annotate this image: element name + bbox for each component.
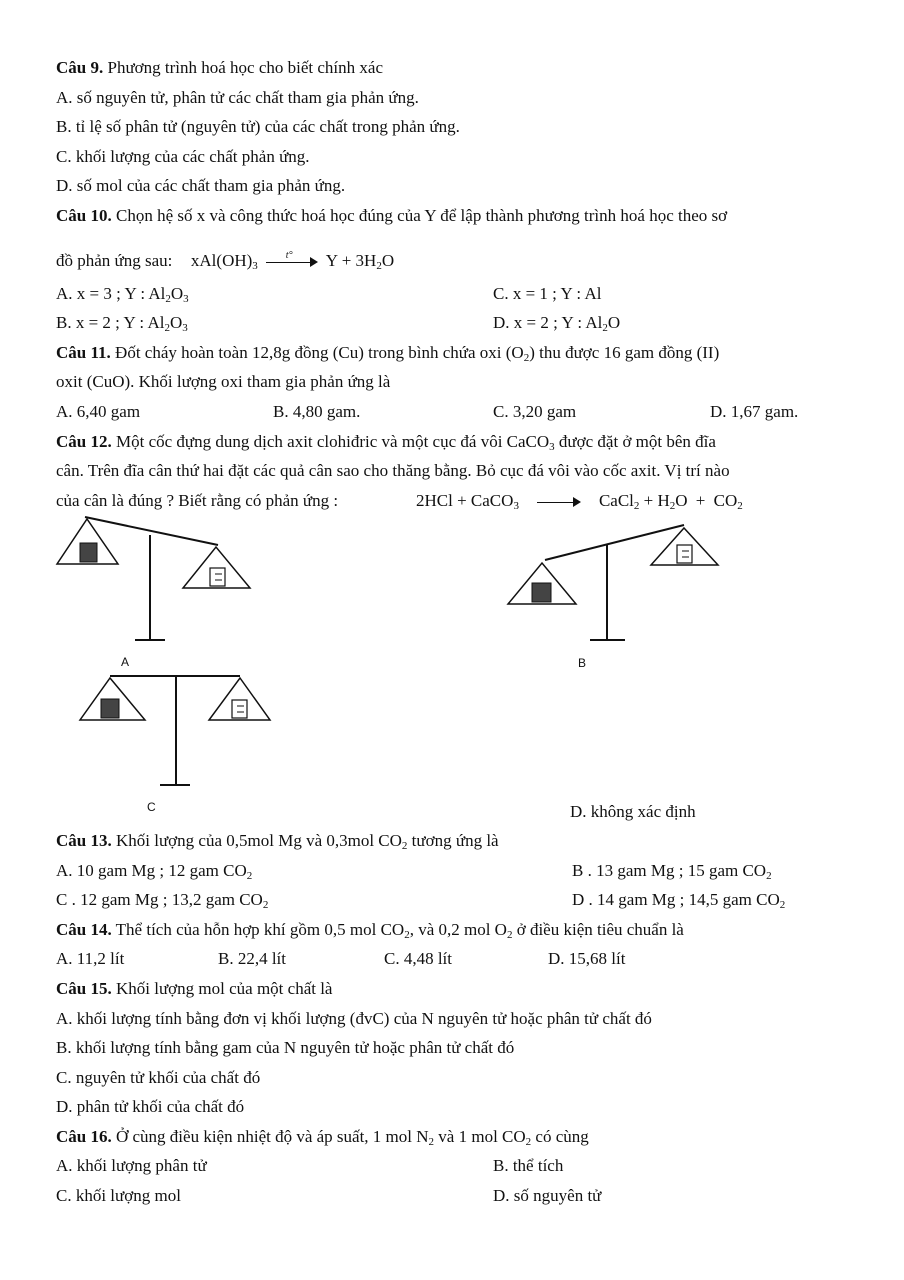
q13-d-sub: 2	[779, 899, 786, 911]
balance-a-label: A	[121, 655, 130, 669]
q14-option-d: D. 15,68 lít	[548, 949, 626, 968]
q10-text2: đồ phản ứng sau:	[56, 251, 173, 270]
q10-text: Chọn hệ số x và công thức hoá học đúng của Y để lập thành phương trình hoá học theo sơ	[111, 206, 728, 225]
q14-option-c: C. 4,48 lít	[384, 949, 453, 968]
q12-option-d: D. không xác định	[570, 802, 696, 821]
q15-option-a: A. khối lượng tính bằng đơn vị khối lượng (đvC) của N nguyên tử hoặc phân tử chất đó	[56, 1009, 652, 1028]
q14-text-b: , và 0,2 mol O	[409, 920, 507, 939]
q13-c-text: C . 12 gam Mg ; 13,2 gam CO	[56, 890, 263, 909]
q12-eq-left-sub: 3	[513, 500, 519, 512]
q15-option-b: B. khối lượng tính bằng gam của N nguyên tử hoặc phân tử chất đó	[56, 1038, 515, 1057]
q12-stem-line3: của cân là đúng ? Biết rằng có phản ứng :	[56, 491, 339, 510]
q13-text-sub: 2	[401, 840, 408, 852]
q14-text-a: Thể tích của hỗn hợp khí gồm 0,5 mol CO	[111, 920, 405, 939]
q12-text-b: được đặt ở một bên đĩa	[554, 432, 716, 451]
q14-number: Câu 14.	[56, 920, 112, 939]
q12-eq-r2: + H	[639, 491, 670, 510]
q16-text-sub1: 2	[428, 1136, 435, 1148]
q15-option-c: C. nguyên tử khối của chất đó	[56, 1068, 261, 1087]
q12-text-sub: 3	[549, 441, 555, 453]
q10-b-sub1: 2	[164, 322, 170, 334]
q13-text-b: tương ứng là	[407, 831, 499, 850]
q10-d-sub1: 2	[602, 322, 608, 334]
q12-text-a: Một cốc đựng dung dịch axit clohiđric và một cục đá vôi CaCO	[111, 432, 550, 451]
q10-d-mid: O	[607, 313, 621, 332]
q11-option-d: D. 1,67 gam.	[710, 402, 799, 421]
q15-number: Câu 15.	[56, 979, 112, 998]
q14-stem	[56, 919, 684, 941]
q11-text-sub: 2	[523, 352, 530, 364]
q10-d-text: D. x = 2 ; Y : Al	[493, 313, 603, 332]
q10-eq-condition: t°	[285, 250, 293, 262]
q16-option-c: C. khối lượng mol	[56, 1186, 181, 1205]
q10-b-text: B. x = 2 ; Y : Al	[56, 313, 165, 332]
q11-option-a: A. 6,40 gam	[56, 402, 141, 421]
q13-a-sub: 2	[246, 870, 253, 882]
balance-c-label: C	[147, 800, 156, 814]
q13-b-sub: 2	[766, 870, 772, 882]
q10-a-text: A. x = 3 ; Y : Al	[56, 284, 166, 303]
q14-text-c: ở điều kiện tiêu chuẩn là	[512, 920, 684, 939]
q12-eq-r3: O + CO	[675, 491, 738, 510]
q10-b-mid: O	[169, 313, 183, 332]
q13-stem	[56, 830, 499, 852]
q13-c-sub: 2	[262, 899, 269, 911]
q14-option-a: A. 11,2 lít	[56, 949, 125, 968]
q10-eq-right: Y + 3H	[325, 251, 377, 270]
q11-text-b: ) thu được 16 gam đồng (II)	[529, 343, 720, 362]
q9-option-b: B. tỉ lệ số phân tử (nguyên tử) của các chất trong phản ứng.	[56, 117, 460, 136]
q14-text-sub1: 2	[404, 929, 410, 941]
q10-number: Câu 10.	[56, 206, 112, 225]
q16-text-c: có cùng	[531, 1127, 589, 1146]
balance-b-icon	[508, 525, 718, 640]
q9-option-c: C. khối lượng của các chất phản ứng.	[56, 147, 310, 166]
q10-a-sub1: 2	[165, 293, 171, 305]
q13-text-a: Khối lượng của 0,5mol Mg và 0,3mol CO	[111, 831, 402, 850]
balance-c-icon	[80, 676, 270, 785]
q15-stem	[56, 978, 332, 1000]
q10-eq-right-sub: 2	[376, 260, 382, 272]
q11-text-a: Đốt cháy hoàn toàn 12,8g đồng (Cu) trong bình chứa oxi (O	[110, 343, 524, 362]
q15-text: Khối lượng mol của một chất là	[111, 979, 333, 998]
q10-eq-left-sub: 3	[252, 260, 258, 272]
q16-option-a: A. khối lượng phân tử	[56, 1156, 207, 1175]
q14-option-b: B. 22,4 lít	[218, 949, 287, 968]
q11-number: Câu 11.	[56, 343, 111, 362]
q16-text-a: Ở cùng điều kiện nhiệt độ và áp suất, 1 mol N	[111, 1127, 429, 1146]
q9-option-a: A. số nguyên tử, phân tử các chất tham gia phản ứng.	[56, 88, 419, 107]
q9-option-d: D. số mol của các chất tham gia phản ứng.	[56, 176, 346, 195]
q11-stem-line2: oxit (CuO). Khối lượng oxi tham gia phản ứng là	[56, 372, 391, 391]
q13-number: Câu 13.	[56, 831, 112, 850]
q16-text-b: và 1 mol CO	[434, 1127, 526, 1146]
q10-a-mid: O	[170, 284, 184, 303]
q12-eq-left: 2HCl + CaCO	[416, 491, 514, 510]
q12-eq-r1-sub: 2	[633, 500, 640, 512]
q11-option-c: C. 3,20 gam	[493, 402, 577, 421]
q13-b-text: B . 13 gam Mg ; 15 gam CO	[572, 861, 767, 880]
q13-option-b	[572, 860, 772, 882]
q10-a-sub2: 3	[183, 293, 189, 305]
q10-option-c: C. x = 1 ; Y : Al	[493, 284, 602, 303]
q12-eq-r1: CaCl	[598, 491, 634, 510]
q9-number: Câu 9.	[56, 58, 104, 77]
q16-option-b: B. thể tích	[493, 1156, 564, 1175]
q13-option-c	[56, 889, 268, 911]
balance-a-icon	[57, 517, 250, 640]
q13-option-d	[572, 889, 785, 911]
q16-text-sub2: 2	[525, 1136, 532, 1148]
q13-d-text: D . 14 gam Mg ; 14,5 gam CO	[572, 890, 780, 909]
q16-stem	[56, 1126, 589, 1148]
q16-option-d: D. số nguyên tử	[493, 1186, 602, 1205]
q13-option-a	[56, 860, 252, 882]
q12-stem-line2: cân. Trên đĩa cân thứ hai đặt các quả cân sao cho thăng bằng. Bỏ cục đá vôi vào cốc axit. Vị trí nào	[56, 461, 730, 480]
q10-eq-right-end: O	[381, 251, 395, 270]
q14-text-sub2: 2	[506, 929, 513, 941]
q15-option-d: D. phân tử khối của chất đó	[56, 1097, 245, 1116]
q16-number: Câu 16.	[56, 1127, 112, 1146]
q13-a-text: A. 10 gam Mg ; 12 gam CO	[56, 861, 247, 880]
q12-eq-r2-sub: 2	[669, 500, 676, 512]
q11-option-b: B. 4,80 gam.	[273, 402, 361, 421]
q10-b-sub2: 3	[182, 322, 188, 334]
q9-text: Phương trình hoá học cho biết chính xác	[103, 58, 383, 77]
q12-number: Câu 12.	[56, 432, 112, 451]
q10-eq-left: xAl(OH)	[190, 251, 253, 270]
q12-eq-r3-sub: 2	[737, 500, 743, 512]
balance-b-label: B	[578, 656, 587, 670]
